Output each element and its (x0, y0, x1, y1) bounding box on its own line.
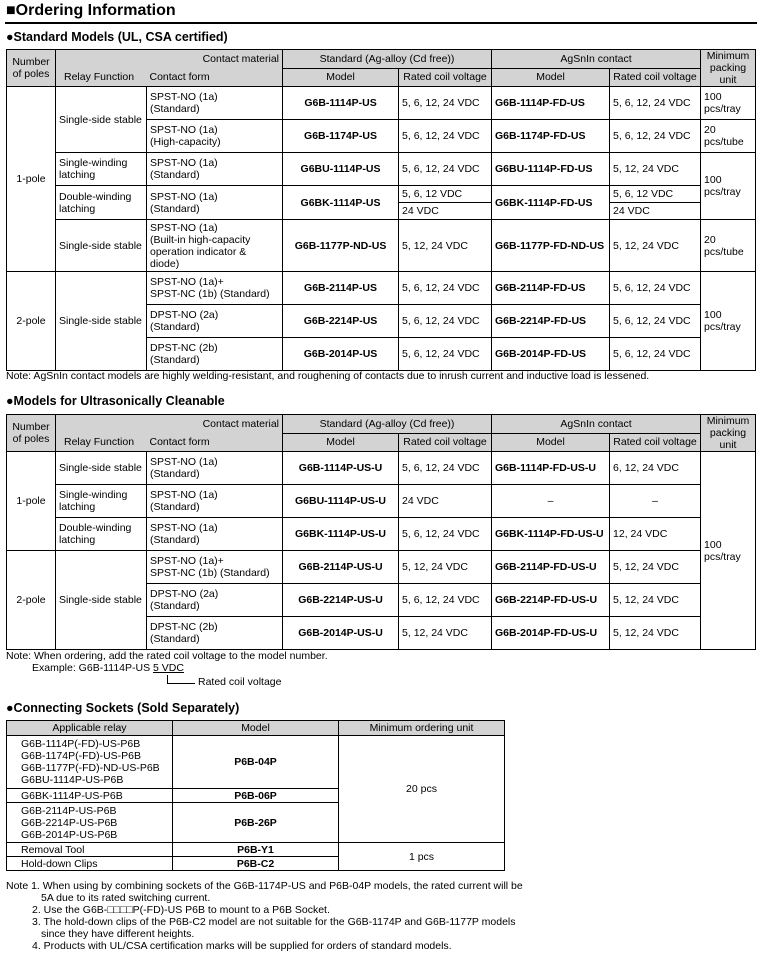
example-voltage: 5 VDC (153, 662, 184, 674)
pack-cell: 20 pcs/tube (701, 120, 756, 153)
hdr-model: Model (492, 433, 610, 452)
hdr-relay-function: Relay Function (56, 68, 147, 87)
hdr-min-order: Minimum ordering unit (339, 721, 505, 736)
voltage-cell: 5, 6, 12, 24 VDC (399, 584, 492, 617)
unit-cell: 1 pcs (339, 843, 505, 871)
voltage-cell: 5, 6, 12, 24 VDC (610, 272, 701, 305)
model-cell: G6B-1114P-US (283, 87, 399, 120)
pack-cell: 100 pcs/tray (701, 87, 756, 120)
voltage-cell: – (610, 485, 701, 518)
model-cell: G6B-1114P-US-U (283, 452, 399, 485)
model-cell: G6B-1174P-FD-US (492, 120, 610, 153)
hdr-standard-group: Standard (Ag-alloy (Cd free)) (283, 50, 492, 69)
hdr-contact-material: Contact material (56, 415, 283, 434)
socket-note-2: 2. Use the G6B-□□□□P(-FD)-US P6B to mount to a P6B Socket. (32, 904, 330, 916)
contact-form-cell: SPST-NO (1a) (Standard) (147, 87, 283, 120)
relay-function-cell: Double-winding latching (56, 518, 147, 551)
title-rule (5, 22, 757, 24)
hdr-min-pack: Minimum packing unit (701, 50, 756, 87)
contact-form-cell: DPST-NO (2a) (Standard) (147, 584, 283, 617)
relay-cell: Removal Tool (7, 843, 173, 857)
voltage-cell: 24 VDC (399, 485, 492, 518)
voltage-cell: 5, 6, 12, 24 VDC (610, 338, 701, 371)
socket-note-1-cont: 5A due to its rated switching current. (41, 892, 211, 904)
relay-function-cell: Single-side stable (56, 452, 147, 485)
contact-form-cell: DPST-NO (2a) (Standard) (147, 305, 283, 338)
socket-note-1: Note 1. When using by combining sockets of the G6B-1174P-US and P6B-04P models, the rated current will be (6, 880, 523, 892)
voltage-cell: 24 VDC (402, 205, 439, 217)
contact-form-cell: SPST-NO (1a) (Standard) (147, 485, 283, 518)
hdr-rated-coil: Rated coil voltage (399, 68, 492, 87)
voltage-cell: 5, 6, 12, 24 VDC (399, 120, 492, 153)
pole-cell: 2-pole (7, 551, 56, 650)
model-cell: G6B-1177P-ND-US (283, 220, 399, 272)
model-cell: G6B-2114P-US-U (283, 551, 399, 584)
voltage-cell: 5, 6, 12, 24 VDC (610, 87, 701, 120)
standard-models-table (6, 49, 756, 371)
contact-form-cell: SPST-NO (1a) (Standard) (147, 153, 283, 186)
hdr-standard-group: Standard (Ag-alloy (Cd free)) (283, 415, 492, 434)
pole-cell: 1-pole (7, 87, 56, 272)
model-cell: – (492, 485, 610, 518)
model-cell: G6B-2114P-FD-US (492, 272, 610, 305)
pole-cell: 2-pole (7, 272, 56, 371)
model-cell: G6BU-1114P-US-U (283, 485, 399, 518)
model-cell: G6B-2014P-FD-US-U (492, 617, 610, 650)
voltage-cell: 5, 6, 12 VDC (610, 186, 700, 203)
example-caption: Rated coil voltage (198, 676, 282, 688)
hdr-model: Model (173, 721, 339, 736)
model-cell: G6BK-1114P-US (283, 186, 399, 220)
socket-note-3: 3. The hold-down clips of the P6B-C2 model are not suitable for the G6B-1174P and G6B-1177P models (32, 916, 516, 928)
relay-cell: G6BK-1114P-US-P6B (7, 789, 173, 803)
ordering-note: Note: When ordering, add the rated coil voltage to the model number. (6, 650, 328, 662)
hdr-contact-form: Contact form (147, 68, 283, 87)
relay-function-cell: Single-side stable (56, 272, 147, 371)
model-cell: G6BU-1114P-FD-US (492, 153, 610, 186)
voltage-cell: 24 VDC (613, 205, 650, 217)
model-cell: G6B-1177P-FD-ND-US (492, 220, 610, 272)
voltage-cell: 12, 24 VDC (610, 518, 701, 551)
model-cell: G6B-1114P-FD-US-U (492, 452, 610, 485)
voltage-cell: 5, 6, 12, 24 VDC (399, 518, 492, 551)
model-cell: G6B-1174P-US (283, 120, 399, 153)
voltage-cell: 5, 6, 12, 24 VDC (610, 120, 701, 153)
pack-cell: 100 pcs/tray (701, 272, 756, 371)
model-cell: G6B-2214P-FD-US-U (492, 584, 610, 617)
relay-cell: Hold-down Clips (7, 857, 173, 871)
socket-note-4: 4. Products with UL/CSA certification marks will be supplied for orders of standard models. (32, 940, 452, 952)
relay-cell: G6B-1114P(-FD)-US-P6B G6B-1174P(-FD)-US-P6B G6B-1177P(-FD)-ND-US-P6B G6BU-1114P-US-P6B (7, 736, 173, 789)
voltage-cell: 5, 6, 12, 24 VDC (399, 338, 492, 371)
voltage-cell: 5, 12, 24 VDC (399, 551, 492, 584)
model-cell: G6B-1114P-FD-US (492, 87, 610, 120)
pack-cell: 100 pcs/tray (701, 153, 756, 220)
relay-function-cell: Single-side stable (56, 220, 147, 272)
voltage-cell: 5, 6, 12, 24 VDC (610, 305, 701, 338)
voltage-cell: 5, 12, 24 VDC (399, 617, 492, 650)
hdr-contact-form: Contact form (147, 433, 283, 452)
voltage-cell: 5, 12, 24 VDC (610, 617, 701, 650)
example-line (32, 662, 184, 674)
voltage-cell: 5, 6, 12 VDC (399, 186, 491, 203)
hdr-rated-coil: Rated coil voltage (610, 68, 701, 87)
socket-note-3-cont: since they have different heights. (41, 928, 195, 940)
hdr-rated-coil: Rated coil voltage (399, 433, 492, 452)
model-cell: P6B-Y1 (173, 843, 339, 857)
model-cell: G6B-2014P-FD-US (492, 338, 610, 371)
voltage-cell: 6, 12, 24 VDC (610, 452, 701, 485)
example-label: Example: G6B-1114P-US (32, 662, 151, 674)
standard-heading: ●Standard Models (UL, CSA certified) (6, 30, 228, 44)
page-title: ■Ordering Information (6, 2, 176, 19)
voltage-cell: 5, 12, 24 VDC (610, 220, 701, 272)
example-leader-line (167, 683, 195, 684)
hdr-contact-material: Contact material (56, 50, 283, 69)
ultra-models-table (6, 414, 756, 650)
contact-form-cell: SPST-NO (1a) (High-capacity) (147, 120, 283, 153)
voltage-cell: 5, 12, 24 VDC (399, 220, 492, 272)
relay-function-cell: Single-winding latching (56, 485, 147, 518)
hdr-agsnin-group: AgSnIn contact (492, 415, 701, 434)
pack-cell: 20 pcs/tube (701, 220, 756, 272)
voltage-cell: 5, 12, 24 VDC (610, 153, 701, 186)
example-leader-line (167, 675, 168, 683)
model-cell: G6BK-1114P-US-U (283, 518, 399, 551)
model-cell: G6B-2214P-US-U (283, 584, 399, 617)
relay-function-cell: Single-winding latching (56, 153, 147, 186)
standard-note: Note: AgSnIn contact models are highly welding-resistant, and roughening of contacts due to inrush current and inductive load is lessened. (6, 370, 650, 382)
model-cell: G6B-2114P-FD-US-U (492, 551, 610, 584)
relay-function-cell: Single-side stable (56, 87, 147, 153)
relay-cell: G6B-2114P-US-P6B G6B-2214P-US-P6B G6B-2014P-US-P6B (7, 803, 173, 843)
contact-form-cell: DPST-NC (2b) (Standard) (147, 617, 283, 650)
voltage-cell: 5, 6, 12, 24 VDC (399, 153, 492, 186)
model-cell: G6BK-1114P-FD-US (492, 186, 610, 220)
sockets-table (6, 720, 505, 871)
contact-form-cell: SPST-NO (1a) (Standard) (147, 452, 283, 485)
hdr-relay-function: Relay Function (56, 433, 147, 452)
sockets-heading: ●Connecting Sockets (Sold Separately) (6, 701, 240, 715)
hdr-num-poles: Number of poles (7, 50, 56, 87)
contact-form-cell: SPST-NO (1a) (Standard) (147, 186, 283, 220)
model-cell: P6B-C2 (173, 857, 339, 871)
hdr-model: Model (492, 68, 610, 87)
hdr-model: Model (283, 68, 399, 87)
voltage-cell: 5, 12, 24 VDC (610, 551, 701, 584)
relay-function-cell: Single-side stable (56, 551, 147, 650)
voltage-cell: 5, 6, 12, 24 VDC (399, 272, 492, 305)
contact-form-cell: SPST-NO (1a) (Built-in high-capacity operation indicator & diode) (147, 220, 283, 272)
model-cell: G6BU-1114P-US (283, 153, 399, 186)
unit-cell: 20 pcs (339, 736, 505, 843)
hdr-applicable-relay: Applicable relay (7, 721, 173, 736)
voltage-cell: 5, 6, 12, 24 VDC (399, 87, 492, 120)
hdr-min-pack: Minimum packing unit (701, 415, 756, 452)
contact-form-cell: SPST-NO (1a)+ SPST-NC (1b) (Standard) (147, 272, 283, 305)
voltage-cell: 5, 6, 12, 24 VDC (399, 305, 492, 338)
model-cell: P6B-04P (173, 736, 339, 789)
pack-cell: 100 pcs/tray (701, 452, 756, 650)
contact-form-cell: DPST-NC (2b) (Standard) (147, 338, 283, 371)
relay-function-cell: Double-winding latching (56, 186, 147, 220)
model-cell: P6B-26P (173, 803, 339, 843)
contact-form-cell: SPST-NO (1a) (Standard) (147, 518, 283, 551)
model-cell: G6B-2214P-US (283, 305, 399, 338)
pole-cell: 1-pole (7, 452, 56, 551)
hdr-agsnin-group: AgSnIn contact (492, 50, 701, 69)
model-cell: G6B-2214P-FD-US (492, 305, 610, 338)
model-cell: G6B-2014P-US-U (283, 617, 399, 650)
model-cell: G6BK-1114P-FD-US-U (492, 518, 610, 551)
ultra-heading: ●Models for Ultrasonically Cleanable (6, 394, 225, 408)
hdr-rated-coil: Rated coil voltage (610, 433, 701, 452)
voltage-cell: 5, 12, 24 VDC (610, 584, 701, 617)
model-cell: G6B-2114P-US (283, 272, 399, 305)
voltage-cell: 5, 6, 12, 24 VDC (399, 452, 492, 485)
hdr-num-poles: Number of poles (7, 415, 56, 452)
model-cell: P6B-06P (173, 789, 339, 803)
hdr-model: Model (283, 433, 399, 452)
model-cell: G6B-2014P-US (283, 338, 399, 371)
contact-form-cell: SPST-NO (1a)+ SPST-NC (1b) (Standard) (147, 551, 283, 584)
